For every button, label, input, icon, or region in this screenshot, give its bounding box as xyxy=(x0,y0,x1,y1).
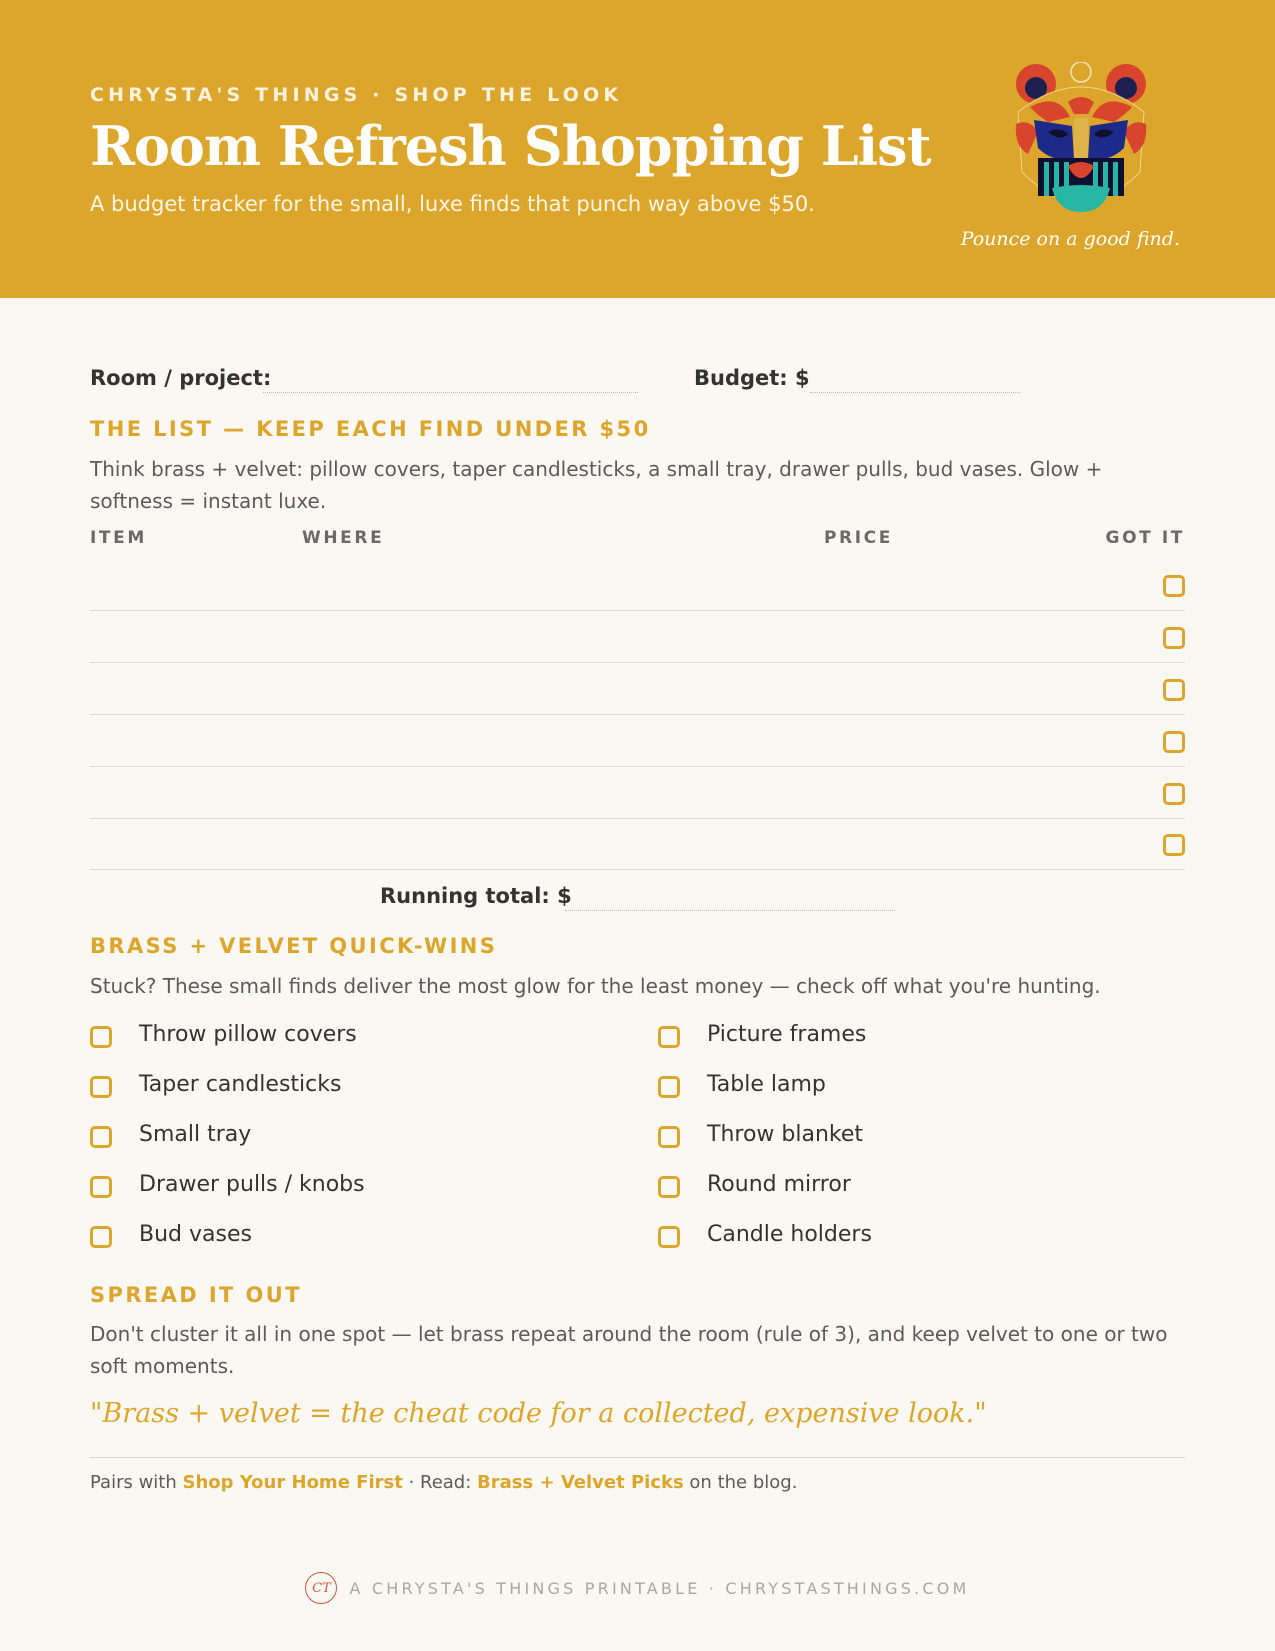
tiger-face-icon xyxy=(1008,62,1154,222)
column-header-got-it: GOT IT xyxy=(1105,528,1185,548)
brass-velvet-picks-link[interactable]: Brass + Velvet Picks xyxy=(477,1472,684,1493)
table-row[interactable] xyxy=(90,818,1185,870)
quick-win-checkbox[interactable] xyxy=(658,1176,680,1198)
budget-field[interactable] xyxy=(810,392,1020,393)
table-row[interactable] xyxy=(90,611,1185,663)
quick-wins-description: Stuck? These small finds deliver the most glow for the least money — check off what you're hunting. xyxy=(90,974,1101,998)
table-row[interactable] xyxy=(90,663,1185,715)
page-subtitle: A budget tracker for the small, luxe finds that punch way above $50. xyxy=(90,192,815,216)
quick-win-checkbox[interactable] xyxy=(90,1176,112,1198)
list-description: Think brass + velvet: pillow covers, taper candlesticks, a small tray, drawer pulls, bud vases. Glow + softness = instant luxe. xyxy=(90,457,1103,513)
quick-win-checkbox[interactable] xyxy=(90,1226,112,1248)
footer xyxy=(0,1570,1275,1606)
shop-your-home-first-link[interactable]: Shop Your Home First xyxy=(182,1472,403,1493)
running-total-field[interactable] xyxy=(565,910,895,911)
running-total-label: Running total: $ xyxy=(380,884,572,908)
got-it-checkbox[interactable] xyxy=(1163,575,1185,597)
header-kicker: CHRYSTA'S THINGS · SHOP THE LOOK xyxy=(90,84,623,106)
column-header-price: PRICE xyxy=(824,528,893,548)
list-heading: THE LIST — KEEP EACH FIND UNDER $50 xyxy=(90,417,651,441)
room-project-field[interactable] xyxy=(263,392,638,393)
table-row[interactable] xyxy=(90,715,1185,767)
page-title: Room Refresh Shopping List xyxy=(90,114,931,178)
header-tagline: Pounce on a good find. xyxy=(960,228,1180,250)
quick-win-checkbox[interactable] xyxy=(658,1126,680,1148)
quick-win-checkbox[interactable] xyxy=(90,1076,112,1098)
quick-win-checkbox[interactable] xyxy=(90,1026,112,1048)
footer-text: A CHRYSTA'S THINGS PRINTABLE · CHRYSTASTHINGS.COM xyxy=(349,1578,970,1598)
quick-win-checkbox[interactable] xyxy=(658,1076,680,1098)
divider xyxy=(90,1457,1185,1458)
got-it-checkbox[interactable] xyxy=(1163,679,1185,701)
quick-win-checkbox[interactable] xyxy=(90,1126,112,1148)
quick-win-checkbox[interactable] xyxy=(658,1026,680,1048)
column-header-where: WHERE xyxy=(302,528,385,548)
budget-label: Budget: $ xyxy=(694,366,810,390)
spread-description: Don't cluster it all in one spot — let brass repeat around the room (rule of 3), and keep velvet to one or two soft moments. xyxy=(90,1322,1168,1378)
table-row[interactable] xyxy=(90,559,1185,611)
got-it-checkbox[interactable] xyxy=(1163,834,1185,856)
room-project-label: Room / project: xyxy=(90,366,272,390)
pull-quote: "Brass + velvet = the cheat code for a collected, expensive look." xyxy=(90,1398,987,1429)
got-it-checkbox[interactable] xyxy=(1163,783,1185,805)
got-it-checkbox[interactable] xyxy=(1163,731,1185,753)
header-band xyxy=(0,0,1275,298)
related-links: Pairs with Shop Your Home First · Read: Brass + Velvet Picks on the blog. xyxy=(90,1472,798,1493)
table-row[interactable] xyxy=(90,767,1185,819)
spread-heading: SPREAD IT OUT xyxy=(90,1283,302,1307)
column-header-item: ITEM xyxy=(90,528,147,548)
got-it-checkbox[interactable] xyxy=(1163,627,1185,649)
ct-logo-icon: CT xyxy=(305,1572,337,1604)
quick-wins-heading: BRASS + VELVET QUICK-WINS xyxy=(90,934,498,958)
quick-win-checkbox[interactable] xyxy=(658,1226,680,1248)
